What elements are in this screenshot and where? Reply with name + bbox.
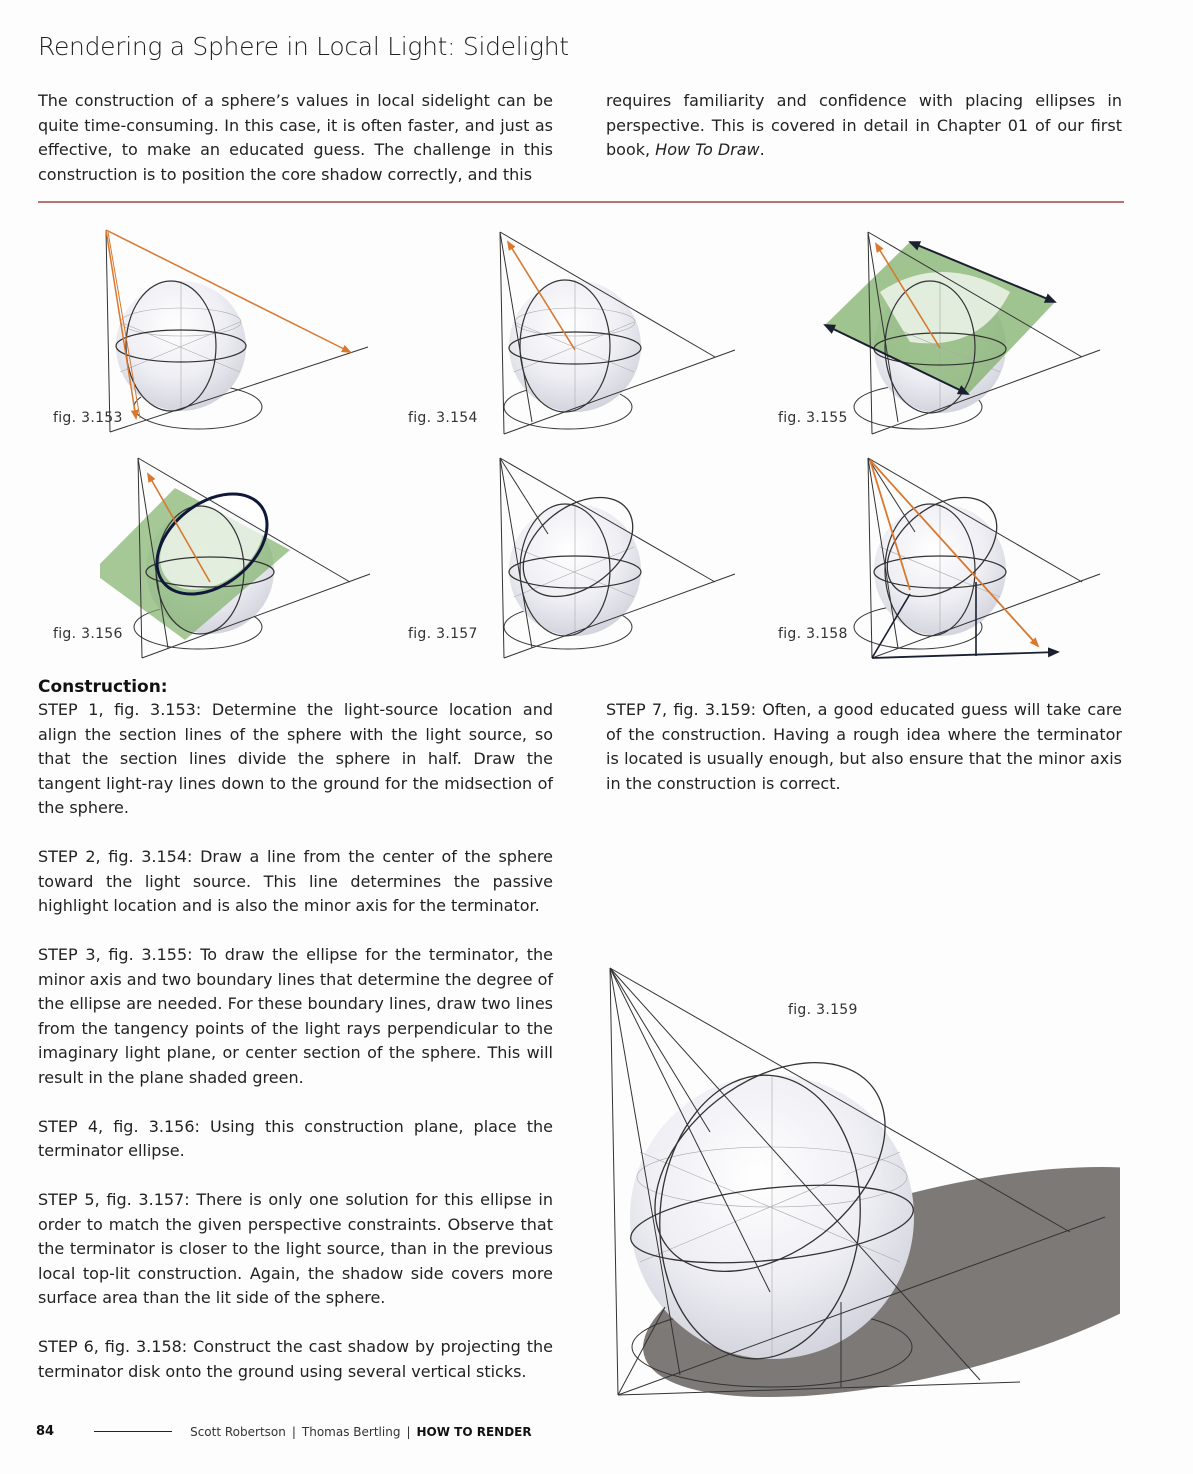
construction-steps — [38, 676, 553, 1409]
page-title: Rendering a Sphere in Local Light: Sidelight — [38, 32, 569, 61]
section-divider — [38, 201, 1124, 203]
ground-projection-arrow — [872, 652, 1058, 658]
step-7: STEP 7, fig. 3.159: Often, a good educated guess will take care of the construction. Having a rough idea where the terminator is located is usually enough, but also ensure that the minor axis in the construction is correct. — [606, 700, 1122, 793]
figure-label: fig. 3.159 — [788, 1002, 858, 1018]
figure-3-159 — [600, 962, 1120, 1402]
figure-3-155 — [820, 222, 1120, 447]
figure-label: fig. 3.154 — [408, 410, 478, 426]
footer-rule — [94, 1431, 172, 1433]
figure-3-157 — [470, 452, 770, 667]
step-6: STEP 6, fig. 3.158: Construct the cast shadow by projecting the terminator disk onto the ground using several vertical sticks. — [38, 1337, 553, 1381]
intro-right-text: requires familiarity and confidence with placing ellipses in perspective. This is covered in detail in Chapter 01 of our first book, — [606, 91, 1122, 159]
step-4: STEP 4, fig. 3.156: Using this construction plane, place the terminator ellipse. — [38, 1116, 553, 1160]
figure-label: fig. 3.156 — [53, 626, 123, 642]
intro-paragraph-left: The construction of a sphere’s values in local sidelight can be quite time-consuming. In this case, it is often faster, and just as effective, to make an educated guess. The challenge in this construction is to position the core shadow correctly, and this — [38, 91, 553, 184]
figure-3-154 — [470, 222, 770, 447]
footer-separator: | — [406, 1424, 411, 1439]
figure-label: fig. 3.158 — [778, 626, 848, 642]
construction-heading: Construction: — [38, 677, 168, 697]
footer-author-1: Scott Robertson — [190, 1424, 286, 1439]
footer-author-2: Thomas Bertling — [301, 1424, 401, 1439]
figure-3-153 — [100, 222, 400, 447]
step-2: STEP 2, fig. 3.154: Draw a line from the center of the sphere toward the light source. This line determines the passive highlight location and is also the minor axis for the terminator. — [38, 847, 553, 915]
step-5: STEP 5, fig. 3.157: There is only one solution for this ellipse in order to match the given perspective constraints. Observe that the terminator is closer to the light source, than in the previous local top-lit construction. Again, the shadow side covers more surface area than the lit side of the sphere. — [38, 1190, 553, 1307]
figure-3-156 — [100, 452, 400, 667]
book-title-reference: How To Draw — [655, 140, 760, 159]
step-1: STEP 1, fig. 3.153: Determine the light-source location and align the section lines of the sphere with the light source, so that the section lines divide the sphere in half. Draw the tangent light-ray lines down to the ground for the midsection of the sphere. — [38, 700, 553, 817]
intro-right-end: . — [759, 140, 765, 159]
footer-book-title: HOW TO RENDER — [416, 1424, 532, 1439]
page-number: 84 — [36, 1424, 55, 1439]
intro-paragraph-right — [606, 89, 1122, 163]
figure-label: fig. 3.155 — [778, 410, 848, 426]
page-footer — [36, 1424, 532, 1439]
figure-label: fig. 3.157 — [408, 626, 478, 642]
figure-3-158 — [820, 452, 1120, 667]
step-3: STEP 3, fig. 3.155: To draw the ellipse for the terminator, the minor axis and two boundary lines that determine the degree of the ellipse are needed. For these boundary lines, draw two lines from the tangency points of the light rays perpendicular to the imaginary light plane, or center section of the sphere. This will result in the plane shaded green. — [38, 945, 553, 1087]
figure-label: fig. 3.153 — [53, 410, 123, 426]
footer-separator: | — [291, 1424, 296, 1439]
